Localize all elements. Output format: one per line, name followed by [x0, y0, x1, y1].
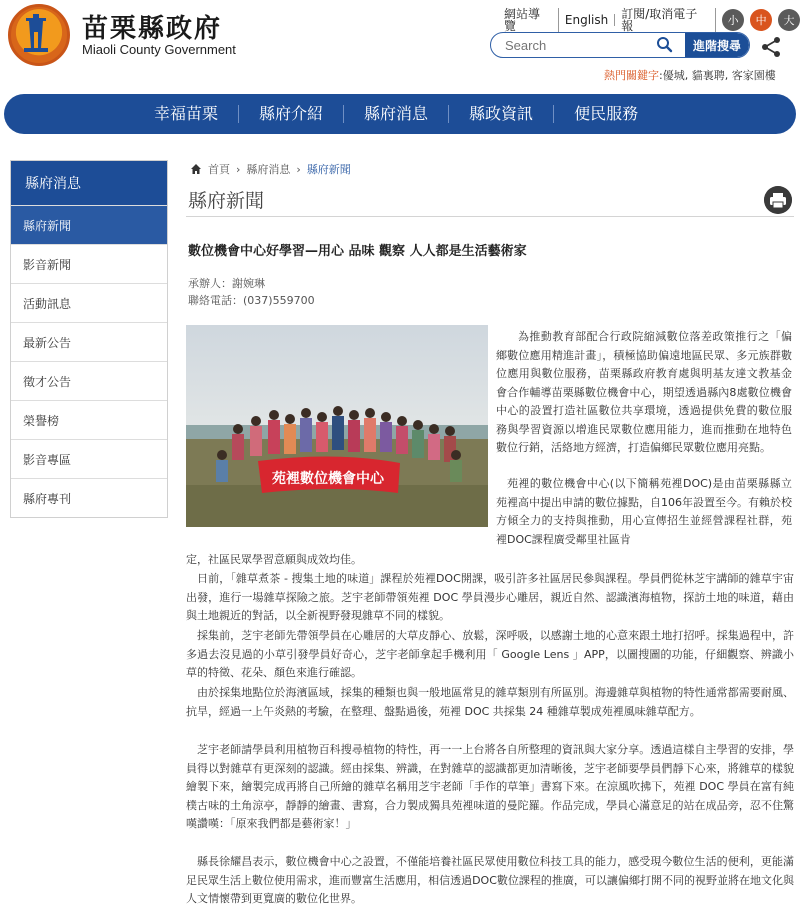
- breadcrumb-news[interactable]: 縣府消息: [246, 163, 291, 176]
- nav-item-happy-miaoli[interactable]: 幸福苗栗: [134, 105, 239, 123]
- breadcrumb-home[interactable]: 首頁: [208, 163, 230, 176]
- english-link[interactable]: English: [559, 14, 615, 26]
- font-size-large-button[interactable]: 大: [778, 9, 800, 31]
- sidebar-heading: 縣府消息: [11, 161, 167, 205]
- home-icon: [190, 163, 202, 175]
- sidebar-item-county-news[interactable]: 縣府新聞: [11, 205, 167, 244]
- article-paragraph-3: 日前，「雜草煮茶 - 搜集土地的味道」課程於苑裡DOC開課，吸引許多社區居民參與課程。學員們從林芝宇講師的雜草宇宙出發，進行一場雜草探險之旅。芝宇老師帶領苑裡 DOC 學員漫步心雕居，親近自然、認識濱海植物，探訪土地的味道，藉由與土地親近的對話，以全新視野發現雜草不同的樣貌。: [186, 572, 794, 622]
- article-paragraph-5: 由於採集地點位於海濱區域，採集的種類也與一般地區常見的雜草類別有所區別。海邊雜草與植物的特性通常都需要耐風、抗旱，經過一上午炎熱的考驗，在整理、盤點過後，苑裡 DOC 共採集 24 種雜草製成苑裡風味雜草配方。: [186, 686, 794, 718]
- article-title: 數位機會中心好學習—用心 品味 觀察 人人都是生活藝術家: [188, 244, 527, 259]
- sidebar-item-announcements[interactable]: 最新公告: [11, 322, 167, 361]
- nav-item-services[interactable]: 便民服務: [574, 104, 639, 123]
- hot-keywords: [604, 67, 776, 83]
- article-contact: 承辦人：謝婉琳: [188, 277, 265, 290]
- breadcrumb-separator-icon: ›: [236, 162, 241, 176]
- tower-icon: [24, 14, 48, 52]
- share-icon[interactable]: [760, 36, 782, 58]
- article-paragraph-1: 為推動教育部配合行政院縮減數位落差政策推行之「偏鄉數位應用精進計畫」，積極協助偏遠地區民眾、多元族群數位應用與數位服務，苗栗縣政府教育處與明基友達文教基金會合作輔導苗栗縣數位機會中心，期望透過縣內8處數位機會中心的設置打造社區數位共享環境，透過提供免費的數位服務與學習資源以增進民眾數位應用能力，進而推動在地特色數位行銷，活絡地方經濟，打造偏鄉民眾數位應用亮點。: [496, 330, 792, 454]
- sidebar-item-recruitment[interactable]: 徵才公告: [11, 361, 167, 400]
- print-icon[interactable]: [764, 186, 792, 214]
- sitemap-link[interactable]: 網站導覽: [498, 8, 559, 32]
- breadcrumb: [190, 161, 351, 177]
- sidebar-item-honors[interactable]: 榮譽榜: [11, 400, 167, 439]
- hot-keywords-label: 熱門關鍵字: [604, 69, 659, 82]
- breadcrumb-separator-icon: ›: [296, 162, 301, 176]
- breadcrumb-current[interactable]: 縣府新聞: [306, 163, 351, 176]
- photo-banner-text: 苑裡數位機會中心: [272, 471, 384, 487]
- sidebar: [10, 160, 168, 518]
- advanced-search-button[interactable]: 進階搜尋: [685, 33, 749, 57]
- site-name[interactable]: 苗栗縣政府: [82, 14, 223, 44]
- page-title: 縣府新聞: [188, 190, 265, 212]
- site-name-english[interactable]: Miaoli County Government: [82, 42, 236, 57]
- title-divider: [186, 216, 794, 217]
- sidebar-item-video-zone[interactable]: 影音專區: [11, 439, 167, 478]
- font-size-medium-button[interactable]: 中: [750, 9, 772, 31]
- article-photo[interactable]: [186, 325, 488, 527]
- search-icon[interactable]: [655, 35, 675, 55]
- sidebar-item-video-news[interactable]: 影音新聞: [11, 244, 167, 283]
- article-paragraph-7: 縣長徐耀昌表示，數位機會中心之設置，不僅能培養社區民眾使用數位科技工具的能力，感受現今數位生活的便利，更能滿足民眾生活上數位使用需求，進而豐富生活應用，相信透過DOC數位課程的推廣，可以讓偏鄉打開不同的視野並將在地文化與人文情懷帶到更寬廣的數位化世界。: [186, 855, 794, 905]
- article-paragraph-6: 芝宇老師請學員利用植物百科搜尋植物的特性，再一一上台將各自所整理的資訊與大家分享。透過這樣自主學習的安排，學員得以對雜草有更深刻的認識。經由採集、辨識，在對雜草的認識都更加清晰後，芝宇老師要學員們靜下心來，將雜草的樣貌繪製下來，繪製完成再將自己所繪的雜草名稱用芝宇老師「手作的草筆」書寫下來。在涼風吹拂下，苑裡 DOC 學員在富有純樸古味的土角涼亭，靜靜的繪畫、書寫，合力製成獨具苑裡味道的曼陀羅。作品完成，學員心滿意足的站在成品旁，忍不住驚嘆讚嘆：「原來我們都是藝術家！」: [186, 743, 794, 830]
- site-header: [0, 0, 800, 90]
- article-paragraph-2: 苑裡的數位機會中心(以下簡稱苑裡DOC)是由苗栗縣縣立苑裡高中提出申請的數位據點，自106年設置至今。有賴於校方傾全力的支持與推動，用心宣傳招生並經營課程社群，苑裡DOC課程廣受鄰里社區肯: [496, 477, 792, 546]
- nav-item-info[interactable]: 縣政資訊: [449, 105, 554, 123]
- utility-links: [498, 8, 800, 32]
- font-size-small-button[interactable]: 小: [722, 9, 744, 31]
- newsletter-link[interactable]: 訂閱/取消電子報: [615, 8, 716, 32]
- sidebar-item-publication[interactable]: 縣府專刊: [11, 478, 167, 517]
- article-paragraph-4: 採集前，芝宇老師先帶領學員在心雕居的大草皮靜心、放鬆，深呼吸，以感謝土地的心意來跟土地打招呼。採集過程中，許多過去沒見過的小草引發學員好奇心，芝宇老師拿起手機利用「 Google Lens 」APP，以圖搜圖的功能，仔細觀察、辨識小草的特徵、花朵、顏色來進行確認。: [186, 629, 794, 679]
- search-input[interactable]: [491, 34, 651, 56]
- main-nav: [4, 94, 796, 134]
- article-phone: 聯絡電話：(037)559700: [188, 294, 315, 307]
- search-bar: [490, 32, 750, 58]
- nav-item-news[interactable]: 縣府消息: [344, 105, 449, 123]
- article-paragraph-2-end: 定，社區民眾學習意願與成效均佳。: [186, 553, 362, 566]
- hot-keywords-list[interactable]: :優城, 貓裏聘, 客家園樓: [659, 69, 776, 82]
- sidebar-item-events[interactable]: 活動訊息: [11, 283, 167, 322]
- nav-item-about[interactable]: 縣府介紹: [239, 105, 344, 123]
